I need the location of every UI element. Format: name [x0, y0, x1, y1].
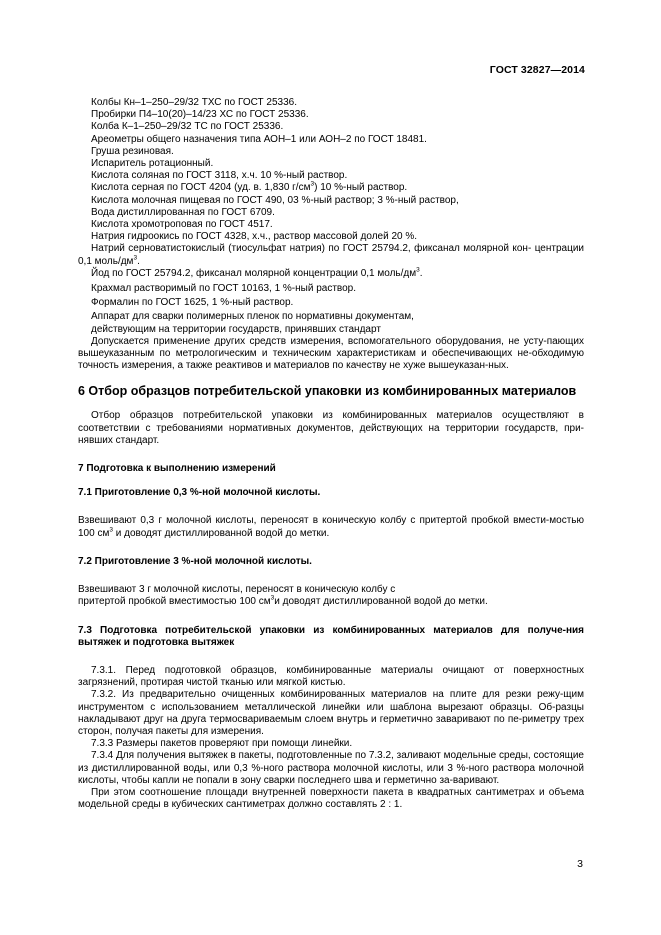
equipment-line: Йод по ГОСТ 25794.2, фиксанал молярной концентрации 0,1 моль/$дм^3$. — [91, 266, 423, 279]
equipment-line: Колбы Кн–1–250–29/32 ТХС по ГОСТ 25336. — [91, 97, 297, 108]
section-7-2-body: Взвешивают 3 г молочной кислоты, переносят в коническую колбу с притертой пробкой вместимостью 100 $см^3и$ доводят дистиллированной водой до метки. — [78, 584, 488, 608]
section-7-3-title: 7.3 Подготовка потребительской упаковки из комбинированных материалов для получе-ния вытяжек и подготовка вытяжек — [78, 624, 584, 648]
equipment-line: Вода дистиллированная по ГОСТ 6709. — [91, 206, 275, 218]
equipment-line: Колба К–1–250–29/32 ТС по ГОСТ 25336. — [91, 121, 284, 133]
equipment-line: Ареометры общего назначения типа АОН–1 или АОН–2 по ГОСТ 18481. — [91, 133, 427, 145]
page-number: 3 — [577, 858, 583, 870]
equipment-line: Пробирки П4–10(20)–14/23 ХС по ГОСТ 25336. — [91, 109, 309, 121]
section-6-body: Отбор образцов потребительской упаковки из комбинированных материалов осуществляют в соответствии с требованиями нормативных документов, действующих на территории государств, при-нявших стандарт. — [78, 410, 584, 446]
equipment-note: Допускается применение других средств измерения, вспомогательного оборудования, не усту-пающих вышеуказанным по метрологическим и техническим характеристикам и обеспечивающих не-обходимую точность измерения, а также реактивов и материалов по качеству не хуже вышеуказан-ных. — [78, 335, 584, 372]
equipment-line: Кислота молочная пищевая по ГОСТ 490, 03 %-ный раствор; 3 %-ный раствор, — [91, 194, 459, 206]
equipment-line: Кислота серная по ГОСТ 4204 (уд. в. 1,830 $г/см^3$) 10 %-ный раствор. — [91, 181, 408, 194]
equipment-line: Натрия гидроокись по ГОСТ 4328, х.ч., раствор массовой долей 20 %. — [91, 231, 418, 243]
paragraph-7-3-1: 7.3.1. Перед подготовкой образцов, комбинированные материалы очищают от поверхностных загрязнений, протирая чистой тканью или мягкой кистью. — [78, 664, 584, 689]
equipment-line: Испаритель ротационный. — [91, 158, 214, 170]
paragraph-7-3-4: 7.3.4 Для получения вытяжек в пакеты, подготовленные по 7.3.2, заливают модельные среды, состоящие из дистиллированной воды, или 0,3 %-ного раствора молочной кислоты, или 3 %-ного раствора молочной кислоты, чтобы капли не попали в зону сварки последнего шва и герметично за-варивают. — [78, 750, 584, 786]
section-7-1-body: Взвешивают 0,3 г молочной кислоты, переносят в коническую колбу с притертой пробкой вмести-мостью 100 $см^3$ и доводят дистиллированной водой до метки. — [78, 515, 584, 539]
equipment-line: Натрий серноватистокислый (тиосульфат натрия) по ГОСТ 25794.2, фиксанал молярной кон- центрации 0,1 моль/$дм^3$. — [78, 243, 584, 267]
paragraph-7-3-2: 7.3.2. Из предварительно очищенных комбинированных материалов на плите для резки режу-щим инструментом с использованием металлической линейки или шаблона вырезают образцы. Об-разцы накладывают друг на друга термосвариваемым слоем внутрь и герметично заваривают по пе-риметру трех сторон, получая пакеты для измерения. — [78, 689, 584, 737]
equipment-line: Кислота соляная по ГОСТ 3118, х.ч. 10 %-ный раствор. — [91, 170, 348, 182]
paragraph-7-3-5: При этом соотношение площади внутренней поверхности пакета в квадратных сантиметрах и объема модельной среды в кубических сантиметрах должно составлять 2 : 1. — [78, 786, 584, 811]
equipment-line: Формалин по ГОСТ 1625, 1 %-ный раствор. — [91, 297, 294, 309]
equipment-line: действующим на территории государств, принявших стандарт — [91, 323, 381, 335]
equipment-line: Крахмал растворимый по ГОСТ 10163, 1 %-ный раствор. — [91, 283, 357, 295]
page-body — [78, 97, 584, 811]
paragraph-7-3-3: 7.3.3 Размеры пакетов проверяют при помощи линейки. — [91, 738, 353, 750]
equipment-line: Аппарат для сварки полимерных пленок по нормативны документам, — [91, 311, 414, 323]
section-6-title: 6 Отбор образцов потребительской упаковки из комбинированных материалов — [78, 384, 577, 399]
equipment-line: Кислота хромотроповая по ГОСТ 4517. — [91, 219, 273, 231]
section-7-1-title: 7.1 Приготовление 0,3 %-ной молочной кислоты. — [78, 487, 321, 499]
section-7-2-title: 7.2 Приготовление 3 %-ной молочной кислоты. — [78, 555, 312, 567]
standard-header: ГОСТ 32827—2014 — [489, 64, 585, 76]
equipment-line: Груша резиновая. — [91, 145, 174, 157]
section-7-title: 7 Подготовка к выполнению измерений — [78, 463, 276, 475]
